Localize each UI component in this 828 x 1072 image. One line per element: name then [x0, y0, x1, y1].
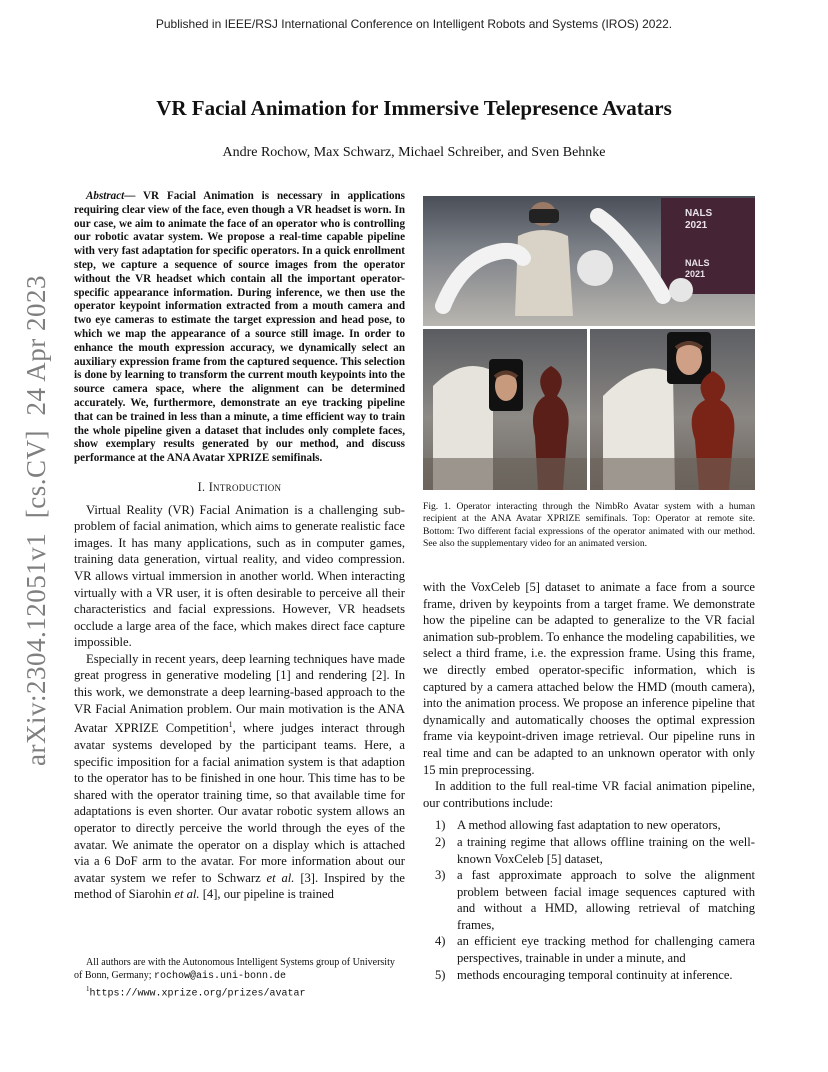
intro-paragraph-2: [74, 651, 405, 903]
contribution-number: 4): [435, 934, 446, 949]
contribution-text: an efficient eye tracking method for challenging camera perspectives, trainable in under a minute, and: [457, 934, 755, 966]
vr-headset: [529, 209, 559, 223]
intro-p2-part-c: [3]. Inspired by the method of Siarohin: [74, 870, 405, 902]
banner-text-3: NALS: [685, 258, 710, 268]
publication-note: Published in IEEE/RSJ International Conference on Intelligent Robots and Systems (IROS) 2022.: [155, 17, 673, 31]
banner-text-2: 2021: [685, 220, 708, 231]
banner-text-4: 2021: [685, 269, 706, 279]
etal-2: et al.: [174, 887, 200, 902]
operator-torso: [515, 230, 573, 316]
xprize-url: https://www.xprize.org/prizes/avatar: [89, 988, 306, 1000]
paper-title: VR Facial Animation for Immersive Telepresence Avatars: [156, 96, 672, 120]
floor-left: [423, 458, 587, 490]
contribution-item: [423, 817, 755, 834]
abstract: Abstract— VR Facial Animation is necessary in applications requiring clear view of the face, even though a VR headset is worn. In our case, we aim to animate the face of an operator who is controlling our robotic avatar system. We propose a real-time capable pipeline with very fast adaptation for specific operators. In a quick enrollment step, we capture a sequence of source images from the operator without the VR headset which contain all the important operator-specific appearance information. During inference, we then use the operator keypoint information extracted from a mouth camera and two eye cameras to estimate the target expression and head pose, to which we map the appearance of a source still image. In order to enhance the mouth expression accuracy, we dynamically select an auxiliary expression frame from the captured sequence. This selection is done by learning to transform the current mouth keypoints into the source camera space, where the alignment can be determined accurately. We, furthermore, demonstrate an eye tracking pipeline that can be trained in less than a minute, a time efficient way to train the whole pipeline given a dataset that includes only complete faces, show exemplary results generated by our method, and discuss performance at the ANA Avatar XPRIZE semifinals.: [74, 190, 405, 465]
robot-arm-left: [443, 251, 523, 306]
banner-text-1: NALS: [685, 208, 713, 219]
contribution-text: A method allowing fast adaptation to new operators,: [457, 818, 721, 833]
intro-p2-part-d: [4], our pipeline is trained: [199, 887, 334, 902]
contribution-item: [423, 933, 755, 966]
intro-paragraph-2-continued: with the VoxCeleb [5] dataset to animate a face from a source frame, driven by keypoints from a target frame. We demonstrate how the pipeline can be adapted to generalize to the VR facial animation sub-problem. To enhance the modeling capabilities, we select a third frame, i.e. the expression frame. Using this frame, we directly embed operator-specific information, which is captured by a camera attached below the HMD (mouth camera), into the animation process. We propose an inference pipeline that dynamically and automatically chooses the optimal expression frame via keypoint-driven image retrieval. Our pipeline runs in real time and can be adapted to an unknown operator with only 15 min preprocessing.: [423, 580, 755, 777]
contribution-number: 5): [435, 967, 446, 982]
footnote-1-mark: 1: [86, 985, 90, 993]
footnotes: [74, 956, 405, 1000]
contribution-item: [423, 867, 755, 933]
contribution-text: methods encouraging temporal continuity at inference.: [457, 967, 733, 982]
etal-1: et al.: [266, 870, 295, 885]
intro-p2-part-a: Especially in recent years, deep learning techniques have made great progress in generative modeling [1] and rendering [2]. In this work, we demonstrate a deep learning-based approach to the VR Facial Animation problem. Our main motivation is the ANA Avatar XPRIZE Competition: [74, 651, 405, 736]
figure-illustration: [423, 196, 755, 490]
figure-1: [423, 196, 755, 490]
contribution-text: a fast approximate approach to solve the alignment problem between facial image sequences captured with and without a HMD, allowing retrieval of matching frames,: [457, 868, 755, 932]
intro-p2-part-b: , where judges interact through avatar systems developed by the participant teams. Here, a specific imposition for a facial animation system is that adaption to the operator has to be finished in one hour. This time has to be shared with the operator training time, so that available time for adaptations is even shorter. Our avatar robotic system allows an operator to directly perceive the world through the eyes of the avatar. We animate the operator on a display which is attached via a 6 DoF arm to the avatar. For more information about our avatar system we refer to Schwarz: [74, 721, 405, 885]
affiliation-text: All authors are with the Autonomous Intelligent Systems group of University of Bonn, Germany;: [74, 957, 395, 981]
arxiv-id: arXiv:2304.12051v1 [cs.CV] 24 Apr 2023: [20, 274, 51, 766]
abstract-text: VR Facial Animation is necessary in applications requiring clear view of the face, even though a VR headset is worn. In our case, we aim to animate the face of an operator who is controlling our robotic avatar system. We propose a real-time capable pipeline with very fast adaptation for specific operators. In a quick enrollment step, we capture a sequence of source images from the operator without the VR headset which contain all the important operator-specific appearance information. During inference, we then use the operator keypoint information extracted from a mouth camera and two eye cameras to estimate the target expression and head pose, to which we map the appearance of a source still image. In order to enhance the mouth expression accuracy, we dynamically select an auxiliary expression frame from the captured sequence. This selection is done by learning to transform the current mouth keypoints into the source camera space, where the alignment can be determined accurately. We, furthermore, demonstrate an eye tracking pipeline that can be trained in less than a minute, a time efficient way to train the whole pipeline given a dataset that includes only complete faces, show exemplary results generated by our method, and discuss performance at the ANA Avatar XPRIZE semifinals.: [74, 190, 405, 465]
contribution-item: [423, 834, 755, 867]
robot-joint: [577, 250, 613, 286]
contribution-number: 3): [435, 868, 446, 883]
arxiv-stamp: [20, 274, 51, 766]
contribution-item: [423, 967, 755, 984]
affiliation-footnote: [74, 956, 405, 983]
contribution-number: 1): [435, 818, 446, 833]
contribution-number: 2): [435, 834, 446, 849]
section-heading: [74, 479, 405, 496]
section-title: Introduction: [208, 479, 282, 494]
figure-caption: Fig. 1. Operator interacting through the NimbRo Avatar system with a human recipient at the ANA Avatar XPRIZE semifinals. Top: Operator at remote site. Bottom: Two different facial expressions of the operator animated with our method. See also the supplementary video for an animated version.: [423, 501, 755, 549]
paper-authors: Andre Rochow, Max Schwarz, Michael Schreiber, and Sven Behnke: [222, 145, 606, 160]
intro-paragraph-1: Virtual Reality (VR) Facial Animation is a challenging sub-problem of facial animation, which aims to generate realistic face images. It has many applications, such as in computer games, training data generation, virtual reality, and video compression. VR allows virtual immersion in another world. When interacting virtually with a VR user, it is often desirable to perceive all their characteristics and facial expressions. However, VR headsets occlude a large area of the face, which makes direct face capture impossible.: [74, 502, 405, 650]
abstract-label: Abstract: [86, 190, 125, 202]
url-footnote: [74, 983, 405, 1000]
contribution-text: a training regime that allows offline training on the well-known VoxCeleb [5] dataset,: [457, 834, 755, 866]
left-column: [74, 190, 405, 903]
contributions-list: [423, 817, 755, 983]
intro-paragraph-3: In addition to the full real-time VR facial animation pipeline, our contributions include:: [423, 779, 755, 810]
right-column: [423, 579, 755, 983]
floor-right: [590, 458, 755, 490]
footnote-mark: 1: [228, 720, 233, 730]
section-numeral: I.: [197, 479, 206, 494]
author-email: rochow@ais.uni-bonn.de: [154, 971, 287, 982]
robot-joint-2: [669, 278, 693, 302]
